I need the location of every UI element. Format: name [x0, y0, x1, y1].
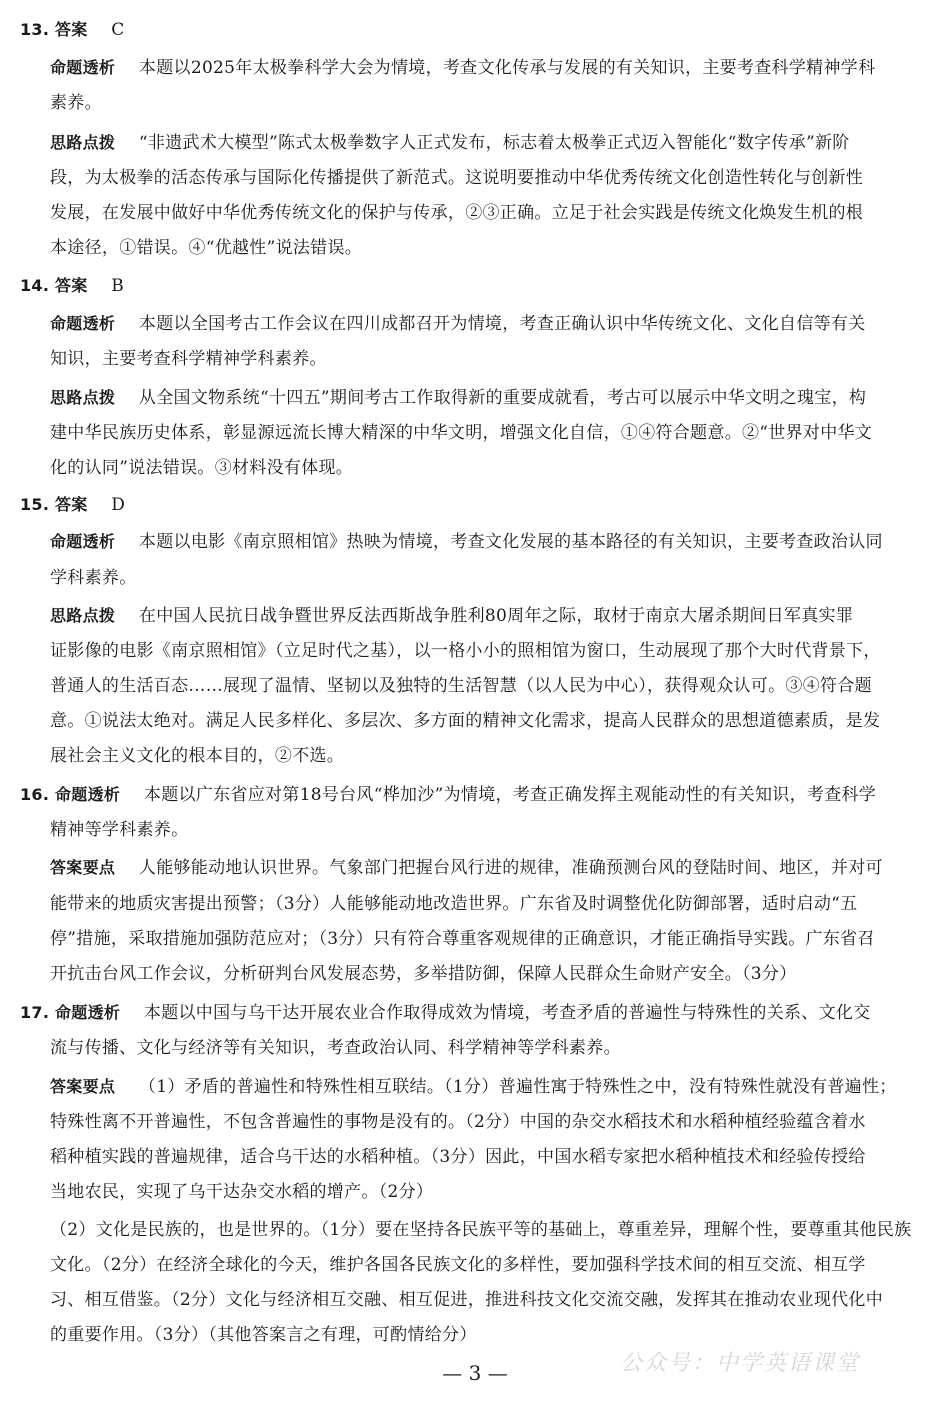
q16-intent-line-1 [20, 783, 876, 807]
q15-hint-line-3: 普通人的生活百态……展现了温情、坚韧以及独特的生活智慧（以人民为中心），获得观众认可。③④符合题 [50, 676, 872, 696]
q13-answer-tag: 答案 [54, 20, 88, 39]
q13-hint-text-1: “非遗武术大模型”陈式太极拳数字人正式发布，标志着太极拳正式迈入智能化“数字传承”新阶 [138, 133, 850, 153]
q13-intent-tag: 命题透析 [50, 58, 116, 77]
q15-hint-line-5: 展社会主义文化的根本目的，②不选。 [50, 746, 345, 766]
q17-key-line-6: 文化。（2分）在经济全球化的今天，维护各国各民族文化的多样性，要加强科学技术间的相互交流、相互学 [50, 1255, 866, 1275]
q14-answer-line [20, 274, 124, 298]
q14-intent-tag: 命题透析 [50, 314, 116, 333]
q17-key-line-3: 稻种植实践的普遍规律，适合乌干达的水稻种植。（3分）因此，中国水稻专家把水稻种植技术和经验传授给 [50, 1147, 866, 1167]
q14-intent-line-1 [50, 312, 866, 336]
q13-intent-line-2: 素养。 [50, 93, 102, 113]
q14-number: 14. [20, 276, 50, 295]
q13-hint-line-1 [50, 131, 850, 155]
q16-intent-text-1: 本题以广东省应对第18号台风“桦加沙”为情境，考查正确发挥主观能动性的有关知识，考查科学 [143, 785, 877, 805]
q13-intent-text-1: 本题以2025年太极拳科学大会为情境，考查文化传承与发展的有关知识，主要考查科学精神学科 [138, 58, 876, 78]
q15-answer-tag: 答案 [54, 495, 88, 514]
q16-key-line-4: 开抗击台风工作会议，分析研判台风发展态势，多举措防御，保障人民群众生命财产安全。（3分） [50, 964, 797, 984]
q14-intent-line-2: 知识，主要考查科学精神学科素养。 [50, 349, 327, 369]
q17-intent-line-2: 流与传播、文化与经济等有关知识，考查政治认同、科学精神等学科素养。 [50, 1038, 621, 1058]
q14-hint-line-3: 化的认同”说法错误。③材料没有体现。 [50, 458, 354, 478]
q16-key-text-1: 人能够能动地认识世界。气象部门把握台风行进的规律，准确预测台风的登陆时间、地区，并对可 [138, 858, 883, 878]
q15-number: 15. [20, 495, 50, 514]
q14-answer-tag: 答案 [54, 276, 88, 295]
q15-intent-text-1: 本题以电影《南京照相馆》热映为情境，考查文化发展的基本路径的有关知识，主要考查政治认同 [138, 532, 883, 552]
q16-key-tag: 答案要点 [50, 858, 116, 877]
q15-hint-tag: 思路点拨 [50, 606, 116, 625]
q14-hint-tag: 思路点拨 [50, 388, 116, 407]
q17-key-line-8: 的重要作用。（3分）（其他答案言之有理，可酌情给分） [50, 1325, 477, 1345]
q13-answer-value: C [111, 20, 125, 40]
q16-intent-line-2: 精神等学科素养。 [50, 820, 189, 840]
q14-hint-line-2: 建中华民族历史体系，彰显源远流长博大精深的中华文明，增强文化自信，①④符合题意。②“世界对中华文 [50, 423, 873, 443]
q17-intent-line-1 [20, 1001, 871, 1025]
q15-hint-line-1 [50, 604, 853, 628]
q16-number: 16. [20, 785, 50, 804]
q15-answer-value: D [111, 495, 126, 515]
q15-answer-line [20, 493, 125, 517]
q15-intent-tag: 命题透析 [50, 532, 116, 551]
q17-key-line-1 [50, 1075, 897, 1099]
q17-intent-tag: 命题透析 [54, 1003, 121, 1022]
q16-key-line-2: 能带来的地质灾害提出预警；（3分）人能够能动地改造世界。广东省及时调整优化防御部署，适时启动“五 [50, 894, 858, 914]
q15-hint-line-2: 证影像的电影《南京照相馆》（立足时代之基），以一格小小的照相馆为窗口，生动展现了那个大时代背景下， [50, 641, 881, 661]
q16-key-line-3: 停”措施，采取措施加强防范应对；（3分）只有符合尊重客观规律的正确意识，才能正确指导实践。广东省召 [50, 929, 875, 949]
q14-hint-text-1: 从全国文物系统“十四五”期间考古工作取得新的重要成就看，考古可以展示中华文明之瑰宝，构 [138, 388, 867, 408]
q17-key-text-1: （1）矛盾的普遍性和特殊性相互联结。（1分）普遍性寓于特殊性之中，没有特殊性就没有普遍性； [138, 1077, 897, 1097]
q15-intent-line-1 [50, 530, 883, 554]
q17-key-line-7: 习、相互借鉴。（2分）文化与经济相互交融、相互促进，推进科技文化交流交融，发挥其在推动农业现代化中 [50, 1290, 884, 1310]
q16-intent-tag: 命题透析 [54, 785, 121, 804]
q13-hint-tag: 思路点拨 [50, 133, 116, 152]
q15-intent-line-2: 学科素养。 [50, 568, 137, 588]
q14-intent-text-1: 本题以全国考古工作会议在四川成都召开为情境，考查正确认识中华传统文化、文化自信等有关 [138, 314, 866, 334]
q13-answer-line [20, 18, 125, 42]
q17-key-line-5: （2）文化是民族的，也是世界的。（1分）要在坚持各民族平等的基础上，尊重差异，理解个性，要尊重其他民族 [50, 1220, 912, 1240]
q15-hint-line-4: 意。①说法太绝对。满足人民多样化、多层次、多方面的精神文化需求，提高人民群众的思想道德素质，是发 [50, 711, 881, 731]
q15-hint-text-1: 在中国人民抗日战争暨世界反法西斯战争胜利80周年之际，取材于南京大屠杀期间日军真实罪 [138, 606, 854, 626]
watermark: 公众号：中学英语课堂 [619, 1351, 860, 1376]
q14-answer-value: B [111, 276, 125, 296]
q16-key-line-1 [50, 856, 883, 880]
page-number: — 3 — [442, 1361, 508, 1385]
q17-key-line-2: 特殊性离不开普遍性，不包含普遍性的事物是没有的。（2分）中国的杂交水稻技术和水稻种植经验蕴含着水 [50, 1112, 866, 1132]
q13-number: 13. [20, 20, 50, 39]
q13-intent-line-1 [50, 56, 875, 80]
q13-hint-line-4: 本途径，①错误。④“优越性”说法错误。 [50, 238, 363, 258]
q13-hint-line-3: 发展，在发展中做好中华优秀传统文化的保护与传承，②③正确。立足于社会实践是传统文化焕发生机的根 [50, 203, 864, 223]
q17-key-line-4: 当地农民，实现了乌干达杂交水稻的增产。（2分） [50, 1182, 434, 1202]
q17-intent-text-1: 本题以中国与乌干达开展农业合作取得成效为情境，考查矛盾的普遍性与特殊性的关系、文化交 [143, 1003, 871, 1023]
q14-hint-line-1 [50, 386, 866, 410]
q17-key-tag: 答案要点 [50, 1077, 116, 1096]
q17-number: 17. [20, 1003, 50, 1022]
q13-hint-line-2: 段，为太极拳的活态传承与国际化传播提供了新范式。这说明要推动中华优秀传统文化创造性转化与创新性 [50, 168, 864, 188]
